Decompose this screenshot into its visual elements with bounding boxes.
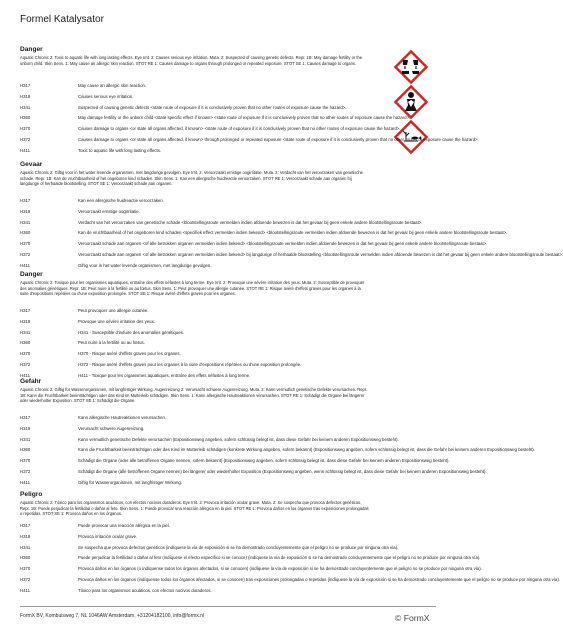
hazard-statement-row: [20, 126, 401, 137]
hazard-section-german: [20, 378, 535, 491]
hazard-text: Kan een allergische huidreactie veroorzaken.: [78, 198, 164, 203]
hazard-statement-row: [20, 219, 423, 231]
h-code: H411: [20, 479, 30, 485]
h-code: H360: [20, 230, 31, 236]
hazard-statement-row: [20, 115, 411, 126]
hazard-statement-row: [20, 534, 370, 545]
hazard-statement-row: [20, 447, 535, 458]
h-code: H317: [20, 198, 31, 203]
hazard-classification: Aquatic Chronic 2: Toxique pour les organismes aquatiques, entraîne des effets néfastes à long terme. Eye Irrit. 2: Provoque une sévère irritation des yeux. Muta. 2: Susceptible de provoquer des anomalies génétiques. Repr. 1B: Peut nuire à la fertilité ou au fœtus. Skin Sens. 1: Peut provoquer une allergie cutanée. STOT RE 1: Risque avéré d'effets graves pour les organes à la suite d'expositions répétées ou d'une exposition prolongée. STOT SE 1: Risque avéré d'effets graves pour les organes.: [20, 280, 365, 296]
h-code: H317: [20, 308, 31, 313]
h-code: H341: [20, 436, 31, 442]
hazard-statement-row: [20, 241, 488, 252]
h-code: H317: [20, 415, 31, 420]
h-code: H341: [20, 544, 31, 550]
hazard-statement-row: [20, 251, 563, 263]
hazard-section-english: [20, 46, 479, 159]
hazard-section-dutch: [20, 161, 563, 274]
hazard-statement-row: [20, 468, 487, 480]
hazard-statement-row: [20, 148, 370, 159]
hazard-text: Peut provoquer une allergie cutanée.: [78, 308, 149, 313]
hazard-statement-row: [20, 555, 481, 566]
h-code: H372: [20, 361, 31, 367]
h-code: H411: [20, 262, 30, 268]
hazard-classification: Aquatic Chronic 2: Toxic to aquatic life with long lasting effects. Eye Irrit. 2: Causes serious eye irritation. Muta. 2: Suspected of causing genetic defects. Repr. 1B: May damage fertility or the unborn child. Skin Sens. 1: May cause an allergic skin reaction. STOT RE 1: Causes damage to organs through prolonged or repeated exposure. STOT SE 1: Causes damage to organs.: [20, 55, 363, 66]
hazard-statement-row: [20, 576, 561, 588]
hazard-statement-row: [20, 319, 370, 330]
hazard-text: Causes serious eye irritation.: [78, 93, 134, 99]
hazard-text: Verdacht van het veroorzaken van genetische schade <blootstellingsroute vermelden indien afdoende bewezen is dat het gevaar bij geen enkele andere blootstellingsroute bestaat>.: [78, 219, 423, 225]
hazard-statement-row: [20, 83, 370, 94]
hazard-text: Causes damage to organs <or state all organs affected, if known> through prolonged or repeated exposure <state route of exposure if it is conclusively proven that no other routes of exposure cause the hazard>.: [78, 136, 479, 142]
hazard-text: Kann allergische Hautreaktionen verursachen.: [78, 415, 167, 420]
hazard-text: Veroorzaakt schade aan organen <of alle betrokken organen vermelden indien bekend> <blootstellingsroute vermelden indien afdoende bewezen is dat het gevaar bij geen enkele andere blootstellingsroute bestaat>.: [78, 241, 488, 247]
hazard-text: Tóxico para los organismos acuáticos, con efectos nocivos duraderos.: [78, 587, 212, 593]
h-code: H411: [20, 372, 30, 378]
hazard-statement-row: [20, 351, 370, 362]
h-code: H360: [20, 340, 31, 346]
hazard-text: H411 - Toxique pour les organismes aquatiques, entraîne des effets néfastes à long terme.: [78, 372, 251, 378]
h-code: H370: [20, 458, 31, 464]
health-hazard-pictogram-icon: [395, 86, 426, 117]
hazard-text: Giftig für Wasserorganismen, mit langfristiger Wirkung.: [78, 479, 182, 485]
signal-word: Peligro: [20, 491, 43, 498]
h-code: H370: [20, 241, 31, 247]
hazard-statements: [20, 523, 561, 599]
h-code: H360: [20, 115, 31, 121]
h-code: H319: [20, 93, 31, 99]
hazard-text: Puede provocar una reacción alérgica en la piel.: [78, 523, 170, 528]
hazard-text: Causes damage to organs <or state all organs affected, if known> <state route of exposure if it is conclusively proven that no other routes of exposure cause the hazard>.: [78, 126, 401, 132]
hazard-text: Suspected of causing genetic defects <state route of exposure if it is conclusively proven that no other routes of exposure cause the hazard>.: [78, 104, 347, 110]
hazard-statements: [20, 308, 370, 384]
h-code: H319: [20, 208, 31, 214]
hazard-statements: [20, 83, 479, 159]
hazard-statement-row: [20, 94, 370, 105]
hazard-text: Veroorzaakt ernstige oogirritatie.: [78, 208, 140, 214]
h-code: H360: [20, 555, 31, 561]
h-code: H370: [20, 126, 31, 132]
h-code: H372: [20, 576, 31, 582]
hazard-statements: [20, 198, 563, 274]
page-title: Formel Katalysator: [20, 14, 104, 25]
signal-word: Danger: [20, 46, 43, 53]
hazard-text: H341 - Susceptible d'induire des anomalies génétiques.: [78, 329, 184, 335]
hazard-statement-row: [20, 209, 370, 220]
hazard-statement-row: [20, 426, 370, 437]
hazard-text: Kann die Fruchtbarkeit beeinträchtigen oder das Kind im Mutterleib schädigen (konkrete Wirkung angeben, sofern bekannt) (Expositionsweg angeben, sofern schlüssig belegt ist, dass die Gefahr bei keinem anderen Expositionsweg besteht).: [78, 447, 535, 453]
h-code: H370: [20, 351, 31, 357]
hazard-text: Provoque une sévère irritation des yeux.: [78, 318, 155, 324]
hazard-statement-row: [20, 415, 370, 426]
hazard-classification: Aquatic Chronic 2: Giftig für Wasserorganismen, mit langfristiger Wirkung. Augenreizung 2: Verursacht schwere Augenreizung. Muta. 2: Kann vermutlich genetische Defekte verursachen. Repr. 1B: Kann die Fruchtbarkeit beeinträchtigen oder das Kind im Mutterleib schädigen. Skin Sens. 1: Kann allergische Hautreaktionen verursachen. STOT RE 1: Schädigt die Organe bei längerer oder wiederholter Exposition. STOT SE 1: Schädigt die Organe.: [20, 387, 368, 403]
hazard-text: Provoca daños en los órganos (o indíquense todos los órganos afectados, si se conocen) (indíquese la vía de exposición si se ha demostrado concluyentemente que el peligro no se produce por ninguna otra vía).: [78, 566, 482, 572]
hazard-statement-row: [20, 544, 399, 556]
hazard-text: Provoca daños en los órganos (indíquense todos los órganos afectados, si se conocen) tras exposiciones prolongadas o repetidas (indíquese la vía de exposición si se ha demostrado concluyentemente que el peligro no se produce por ninguna otra vía).: [78, 576, 561, 582]
hazard-section-spanish: [20, 491, 561, 599]
hazard-statement-row: [20, 566, 482, 577]
hazard-statements: [20, 415, 535, 491]
h-code: H341: [20, 104, 31, 110]
hazard-classification: Aquatic Chronic 2: Tóxico para los organismos acuáticos, con efectos nocivos duraderos. Eye Irrit. 2: Provoca irritación ocular grave. Muta. 2: Se sospecha que provoca defectos genéticos. Repr. 1B: Puede perjudicar la fertilidad o dañar al feto. Skin Sens. 1: Puede provocar una reacción alérgica en la piel. STOT RE 1: Provoca daños en los órganos tras exposiciones prolongadas o repetidas. STOT SE 1: Provoca daños en los órganos.: [20, 500, 369, 516]
hazard-statement-row: [20, 136, 479, 148]
footer-divider: [20, 606, 436, 607]
hazard-text: Veroorzaakt schade aan organen <of alle betrokken organen vermelden indien bekend> bij langdurige of herhaalde blootstelling <blootstellingsroute vermelden indien afdoende bewezen is dat het gevaar bij geen enkele andere blootstellingsroute bestaat>.: [78, 251, 563, 257]
h-code: H319: [20, 425, 31, 431]
hazard-statement-row: [20, 588, 370, 599]
h-code: H317: [20, 523, 31, 528]
hazard-text: May cause an allergic skin reaction.: [78, 83, 147, 88]
footer-address: FormX BV, Kombuisweg 7, NL 1046AW Amsterdam, +31204182100, info@formx.nl: [20, 613, 205, 619]
h-code: H411: [20, 147, 30, 153]
hazard-statement-row: [20, 105, 370, 116]
h-code: H370: [20, 566, 31, 572]
hazard-section-french: [20, 271, 370, 384]
hazard-text: Schädigt die Organe (alle betroffenen Organe nennen) bei längerer oder wiederholter Exposition (Expositionsweg angeben, wenn schlüssig belegt ist, dass diese Gefahr bei keinem anderen Expositionsweg besteht).: [78, 468, 487, 474]
hazard-text: May damage fertility or the unborn child <state specific effect if known> <state route of exposure if it is conclusively proven that no other routes of exposure cause the hazard>.: [78, 115, 411, 121]
h-code: H319: [20, 533, 31, 539]
h-code: H372: [20, 251, 31, 257]
hazard-statement-row: [20, 230, 508, 241]
hazard-text: Schädigt die Organe (oder alle betroffenen Organe nennen, sofern bekannt) (Expositionsweg angeben, sofern schlüssig belegt ist, dass diese Gefahr bei keinem anderen Expositionsweg besteht).: [78, 458, 450, 464]
hazard-statement-row: [20, 436, 399, 448]
h-code: H411: [20, 587, 30, 593]
h-code: H372: [20, 136, 31, 142]
h-code: H372: [20, 468, 31, 474]
h-code: H317: [20, 83, 31, 88]
hazard-statement-row: [20, 480, 370, 491]
signal-word: Gevaar: [20, 161, 43, 168]
hazard-statement-row: [20, 340, 370, 351]
hazard-statement-row: [20, 308, 370, 319]
signal-word: Danger: [20, 271, 43, 278]
hazard-text: Kann vermutlich genetische Defekte verursachen (Expositionsweg angeben, sofern schlüssig belegt ist, dass diese Gefahr bei keinem anderen Expositionsweg besteht).: [78, 436, 399, 442]
h-code: H319: [20, 318, 31, 324]
h-code: H341: [20, 219, 31, 225]
hazard-text: Peut nuire à la fertilité ou au fœtus.: [78, 340, 145, 346]
hazard-text: H370 - Risque avéré d'effets graves pour les organes.: [78, 351, 181, 357]
corrosion-pictogram-icon: [395, 51, 426, 82]
hazard-text: Toxic to aquatic life with long lasting effects.: [78, 147, 162, 153]
h-code: H341: [20, 329, 31, 335]
hazard-text: Se sospecha que provoca defectos genéticos (indíquese la vía de exposición si se ha demostrado concluyentemente que el peligro no se produce por ninguna otra vía).: [78, 544, 399, 550]
hazard-statement-row: [20, 362, 370, 373]
hazard-statement-row: [20, 523, 370, 534]
hazard-text: Verursacht schwere Augenreizung.: [78, 425, 145, 431]
hazard-text: H372 - Risque avéré d'effets graves pour les organes à la suite d'expositions répétées ou d'une exposition prolongée.: [78, 361, 302, 367]
hazard-text: Kan de vruchtbaarheid of het ongeboren kind schaden <specifiek effect vermelden indien bekend> <blootstellingsroute vermelden indien afdoende bewezen is dat het gevaar bij geen enkele andere blootstellingsroute bestaat>.: [78, 230, 508, 236]
hazard-classification: Aquatic Chronic 2: Giftig voor in het water levende organismen, met langdurige gevolgen. Eye Irrit. 2: Veroorzaakt ernstige oogirritatie. Muta. 2: Verdacht van het veroorzaken van genetische schade. Repr. 1B: Kan de vruchtbaarheid of het ongeboren kind schaden. Skin Sens. 1: Kan een allergische huidreactie veroorzaken. STOT RE 1: Veroorzaakt schade aan organen bij langdurige of herhaalde blootstelling. STOT SE 1: Veroorzaakt schade aan organen.: [20, 170, 363, 186]
hazard-statement-row: [20, 458, 450, 469]
hazard-statement-row: [20, 198, 370, 209]
hazard-text: Provoca irritación ocular grave.: [78, 533, 138, 539]
hazard-statement-row: [20, 330, 370, 341]
hazard-text: Puede perjudicar la fertilidad o dañar al feto (indíquese el efecto específico si se conoce) (indíquese la vía de exposición si se ha demostrado concluyentemente que el peligro no se produce por ninguna otra vía).: [78, 555, 481, 561]
hazard-text: Giftig voor in het water levende organismen, met langdurige gevolgen.: [78, 262, 212, 268]
formx-logo: © FormX: [395, 613, 430, 623]
h-code: H360: [20, 447, 31, 453]
signal-word: Gefahr: [20, 378, 42, 385]
